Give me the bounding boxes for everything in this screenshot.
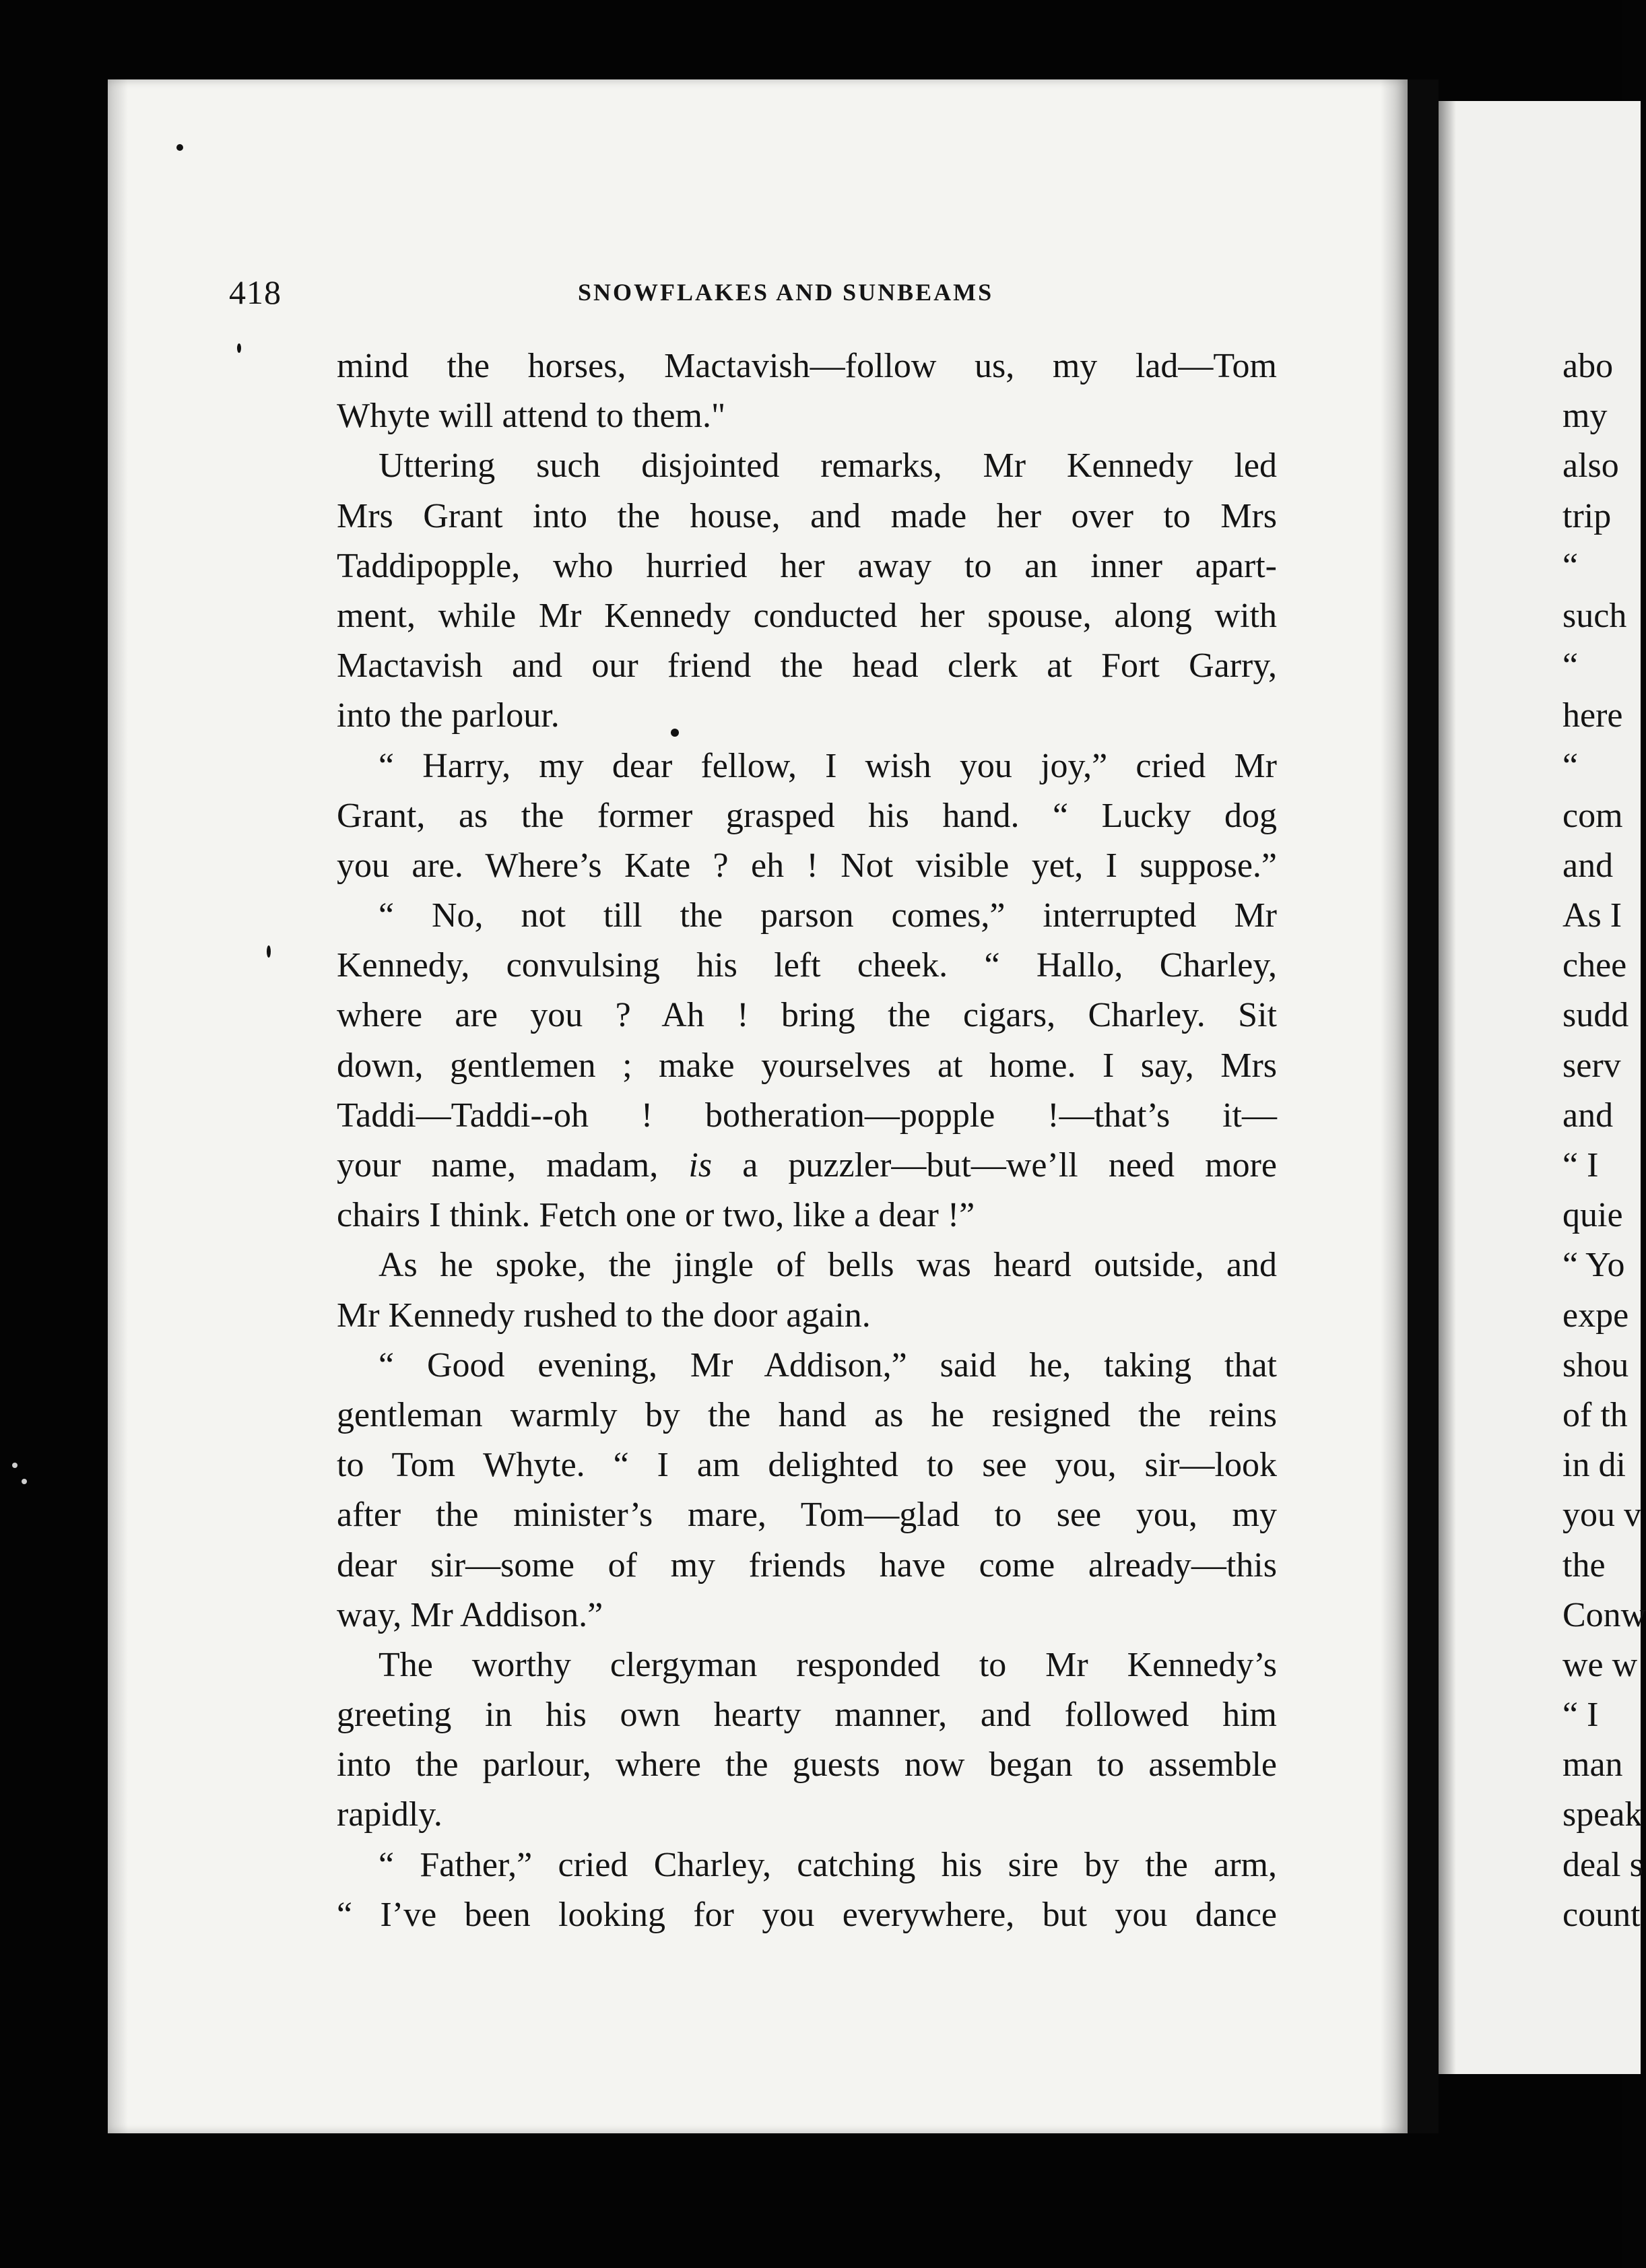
text-line: down, gentlemen ; make yourselves at home. I say, Mrs <box>337 1046 1277 1085</box>
right-page-line: serv <box>1562 1046 1621 1085</box>
right-page-line: count <box>1562 1895 1641 1934</box>
page-number: 418 <box>229 273 282 311</box>
text-line: Mr Kennedy rushed to the door again. <box>337 1296 871 1335</box>
right-page-line: trip <box>1562 496 1612 535</box>
emphasis: is <box>688 1146 713 1185</box>
running-head: SNOWFLAKES AND SUNBEAMS <box>578 279 994 306</box>
right-page-line: speak <box>1562 1795 1643 1834</box>
text-line: into the parlour. <box>337 696 560 735</box>
text-line: mind the horses, Mactavish—follow us, my lad—Tom <box>337 347 1277 385</box>
right-page-line: Conw <box>1562 1595 1646 1634</box>
right-page-line: shou <box>1562 1345 1629 1385</box>
right-page-line: “ <box>1562 646 1579 686</box>
right-page-line: abo <box>1562 347 1614 385</box>
text-line: Taddi—Taddi--oh ! botheration—popple !—that’s it— <box>337 1096 1277 1135</box>
book-gutter <box>1408 79 1439 2133</box>
right-page-line: quie <box>1562 1196 1623 1235</box>
right-page-line: and <box>1562 1096 1614 1135</box>
scan-speck <box>671 729 679 737</box>
right-page-line: in di <box>1562 1446 1626 1485</box>
text-line: greeting in his own hearty manner, and followed him <box>337 1696 1277 1735</box>
text-line: As he spoke, the jingle of bells was heard outside, and <box>378 1246 1277 1285</box>
right-page-line: “ I <box>1562 1696 1599 1735</box>
text-line: you are. Where’s Kate ? eh ! Not visible yet, I suppose.” <box>337 846 1277 885</box>
right-page-line: chee <box>1562 946 1627 985</box>
right-page-line: the <box>1562 1545 1606 1585</box>
right-page-line: also <box>1562 446 1619 486</box>
text-line: to Tom Whyte. “ I am delighted to see you, sir—look <box>337 1446 1277 1485</box>
right-page-line: “ Yo <box>1562 1246 1625 1285</box>
right-page-line: “ <box>1562 746 1579 785</box>
text-line: into the parlour, where the guests now began to assemble <box>337 1745 1277 1785</box>
text-line: Taddipopple, who hurried her away to an inner apart- <box>337 546 1277 585</box>
text-line: Whyte will attend to them." <box>337 397 726 436</box>
right-page-line: my <box>1562 397 1608 436</box>
text-line: Grant, as the former grasped his hand. “ Lucky dog <box>337 796 1277 835</box>
scan-speck <box>12 1463 18 1468</box>
text-line: “ I’ve been looking for you everywhere, but you dance <box>337 1895 1277 1934</box>
text-line: “ Good evening, Mr Addison,” said he, taking that <box>378 1345 1277 1385</box>
right-page-line: man <box>1562 1745 1623 1785</box>
scan-speck <box>237 343 241 353</box>
scan-speck <box>22 1479 27 1484</box>
scan-speck <box>176 144 183 151</box>
text-line: Mrs Grant into the house, and made her over to Mrs <box>337 496 1277 535</box>
text-line: Kennedy, convulsing his left cheek. “ Hallo, Charley, <box>337 946 1277 985</box>
text-line: chairs I think. Fetch one or two, like a dear !” <box>337 1196 975 1235</box>
body-text <box>337 341 1277 1940</box>
text-line: Uttering such disjointed remarks, Mr Kennedy led <box>378 446 1277 486</box>
right-page-line: “ <box>1562 546 1579 585</box>
right-page-line: As I <box>1562 896 1622 935</box>
text-line: “ No, not till the parson comes,” interrupted Mr <box>378 896 1277 935</box>
text-line: “ Father,” cried Charley, catching his sire by the arm, <box>378 1845 1277 1884</box>
text-line: dear sir—some of my friends have come already—this <box>337 1545 1277 1585</box>
right-page-line: com <box>1562 796 1623 835</box>
text-line: gentleman warmly by the hand as he resigned the reins <box>337 1395 1277 1434</box>
text-line: ment, while Mr Kennedy conducted her spouse, along with <box>337 596 1277 635</box>
text-line: after the minister’s mare, Tom—glad to see you, my <box>337 1496 1277 1535</box>
right-page-line: you v <box>1562 1496 1641 1535</box>
right-page-line: of th <box>1562 1395 1628 1434</box>
right-page-line: we w <box>1562 1645 1638 1684</box>
right-page-line: deal s <box>1562 1845 1643 1884</box>
scan-speck <box>267 945 271 958</box>
right-page-line: sudd <box>1562 996 1629 1035</box>
text-line: “ Harry, my dear fellow, I wish you joy,” cried Mr <box>378 746 1277 785</box>
text-line: way, Mr Addison.” <box>337 1595 603 1634</box>
text-line: where are you ? Ah ! bring the cigars, Charley. Sit <box>337 996 1277 1035</box>
right-page-line: and <box>1562 846 1614 885</box>
text-line: rapidly. <box>337 1795 442 1834</box>
right-page-line: “ I <box>1562 1146 1599 1185</box>
text-line: The worthy clergyman responded to Mr Kennedy’s <box>378 1645 1277 1684</box>
text-line: Mactavish and our friend the head clerk at Fort Garry, <box>337 646 1277 686</box>
right-page-text <box>1562 341 1646 1940</box>
right-page-line: expe <box>1562 1296 1629 1335</box>
right-page-line: such <box>1562 596 1627 635</box>
right-page-line: here <box>1562 696 1623 735</box>
text-line: your name, madam, is a puzzler—but—we’ll need more <box>337 1146 1277 1185</box>
